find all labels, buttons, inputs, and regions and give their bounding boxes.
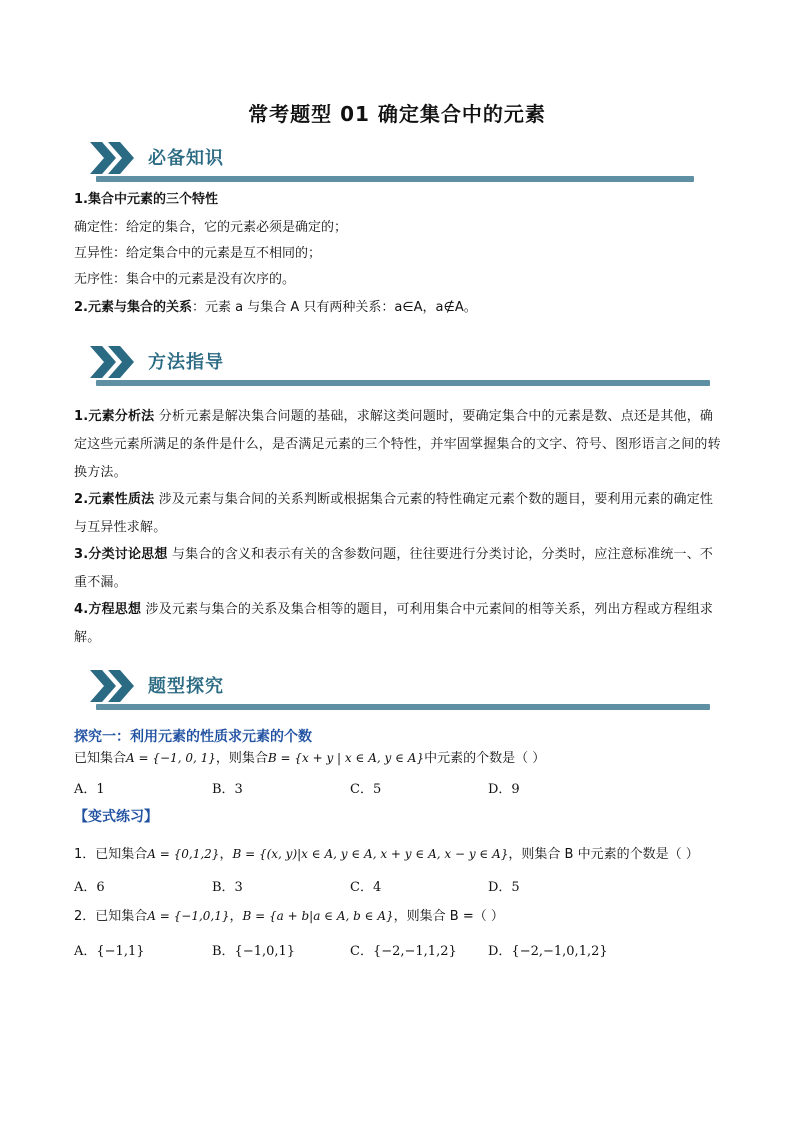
method-text: 涉及元素与集合间的关系判断或根据集合元素的特性确定元素个数的题目，要利用元素的确定性与互异性求解。 [74,492,714,535]
method-text: 分析元素是解决集合问题的基础，求解这类问题时，要确定集合中的元素是数、点还是其他，确定这些元素所满足的条件是什么，是否满足元素的三个特性，并牢固掌握集合的文字、符号、图形语言之间的转换方法。 [74,409,721,480]
knowledge-line: 确定性：给定的集合，它的元素必须是确定的； [74,220,348,235]
method-paragraph [74,486,722,542]
option-c: C．{−2,−1,1,2} [350,944,457,959]
question-text: ， [219,847,233,862]
method-heading: 2.元素性质法 [74,492,155,507]
explore-heading: 探究一：利用元素的性质求元素的个数 [74,729,312,745]
option-b: B．3 [212,880,243,895]
question-text: 1．已知集合 [74,847,148,862]
section-underline [96,380,710,386]
knowledge-relation-text: ：元素 a 与集合 A 只有两种关系：a∈A，a∉A。 [191,300,477,315]
option-d: D．9 [488,782,520,797]
practice-question-2 [74,906,504,927]
method-heading: 4.方程思想 [74,602,142,617]
option-a: A．1 [74,782,105,797]
question-text: ，则集合 B =（ ） [393,909,504,924]
option-d: D．{−2,−1,0,1,2} [488,944,608,959]
double-chevron-icon [88,342,140,382]
knowledge-relation [74,298,477,318]
option-c: C．5 [350,782,382,797]
method-text: 与集合的含义和表示有关的含参数问题，往往要进行分类讨论，分类时，应注意标准统一、不重不漏。 [74,547,714,590]
knowledge-line: 互异性：给定集合中的元素是互不相同的； [74,246,322,261]
question-text: 已知集合 [74,751,127,766]
option-b: B．3 [212,782,243,797]
practice-question-1 [74,844,699,865]
section-underline [96,176,694,182]
option-b: B．{−1,0,1} [212,944,296,959]
double-chevron-icon [88,666,140,706]
question-text: ，则集合 [215,751,268,766]
option-a: A．6 [74,880,105,895]
method-text: 涉及元素与集合的关系及集合相等的题目，可利用集合中元素间的相等关系，列出方程或方程组求解。 [74,602,714,645]
question-text: 中元素的个数是（ ） [424,751,546,766]
option-d: D．5 [488,880,520,895]
set-b-expression: B = {(x, y)|x ∈ A, y ∈ A, x + y ∈ A, x − y ∈ A} [232,847,509,861]
set-a-expression: A = {−1,0,1} [147,909,230,923]
set-a-expression: A = {0,1,2} [147,847,220,861]
question-text: ， [229,909,243,924]
set-b-expression: B = {x + y | x ∈ A, y ∈ A} [267,751,425,765]
section-banner-methods [88,342,714,388]
question-text: 2．已知集合 [74,909,148,924]
section-underline [96,704,710,710]
section-title: 方法指导 [148,352,224,373]
question-text: ，则集合 B 中元素的个数是（ ） [508,847,699,862]
method-paragraph [74,541,722,597]
set-a-expression: A = {−1, 0, 1} [126,751,216,765]
section-title: 必备知识 [148,148,224,169]
section-title: 题型探究 [148,676,224,697]
double-chevron-icon [88,138,140,178]
section-banner-knowledge [88,138,698,184]
knowledge-line: 无序性：集合中的元素是没有次序的。 [74,272,296,287]
method-heading: 1.元素分析法 [74,409,155,424]
method-paragraph [74,596,722,652]
option-c: C．4 [350,880,382,895]
page-title: 常考题型 01 确定集合中的元素 [248,102,546,126]
method-paragraph [74,403,722,487]
knowledge-heading-2: 2.元素与集合的关系 [74,300,192,315]
practice-label: 【变式练习】 [74,809,158,825]
method-heading: 3.分类讨论思想 [74,547,168,562]
set-b-expression: B = {a + b|a ∈ A, b ∈ A} [242,909,394,923]
section-banner-explore [88,666,714,712]
explore-question [74,748,545,769]
knowledge-heading-1: 1.集合中元素的三个特性 [74,192,218,207]
option-a: A．{−1,1} [74,944,145,959]
